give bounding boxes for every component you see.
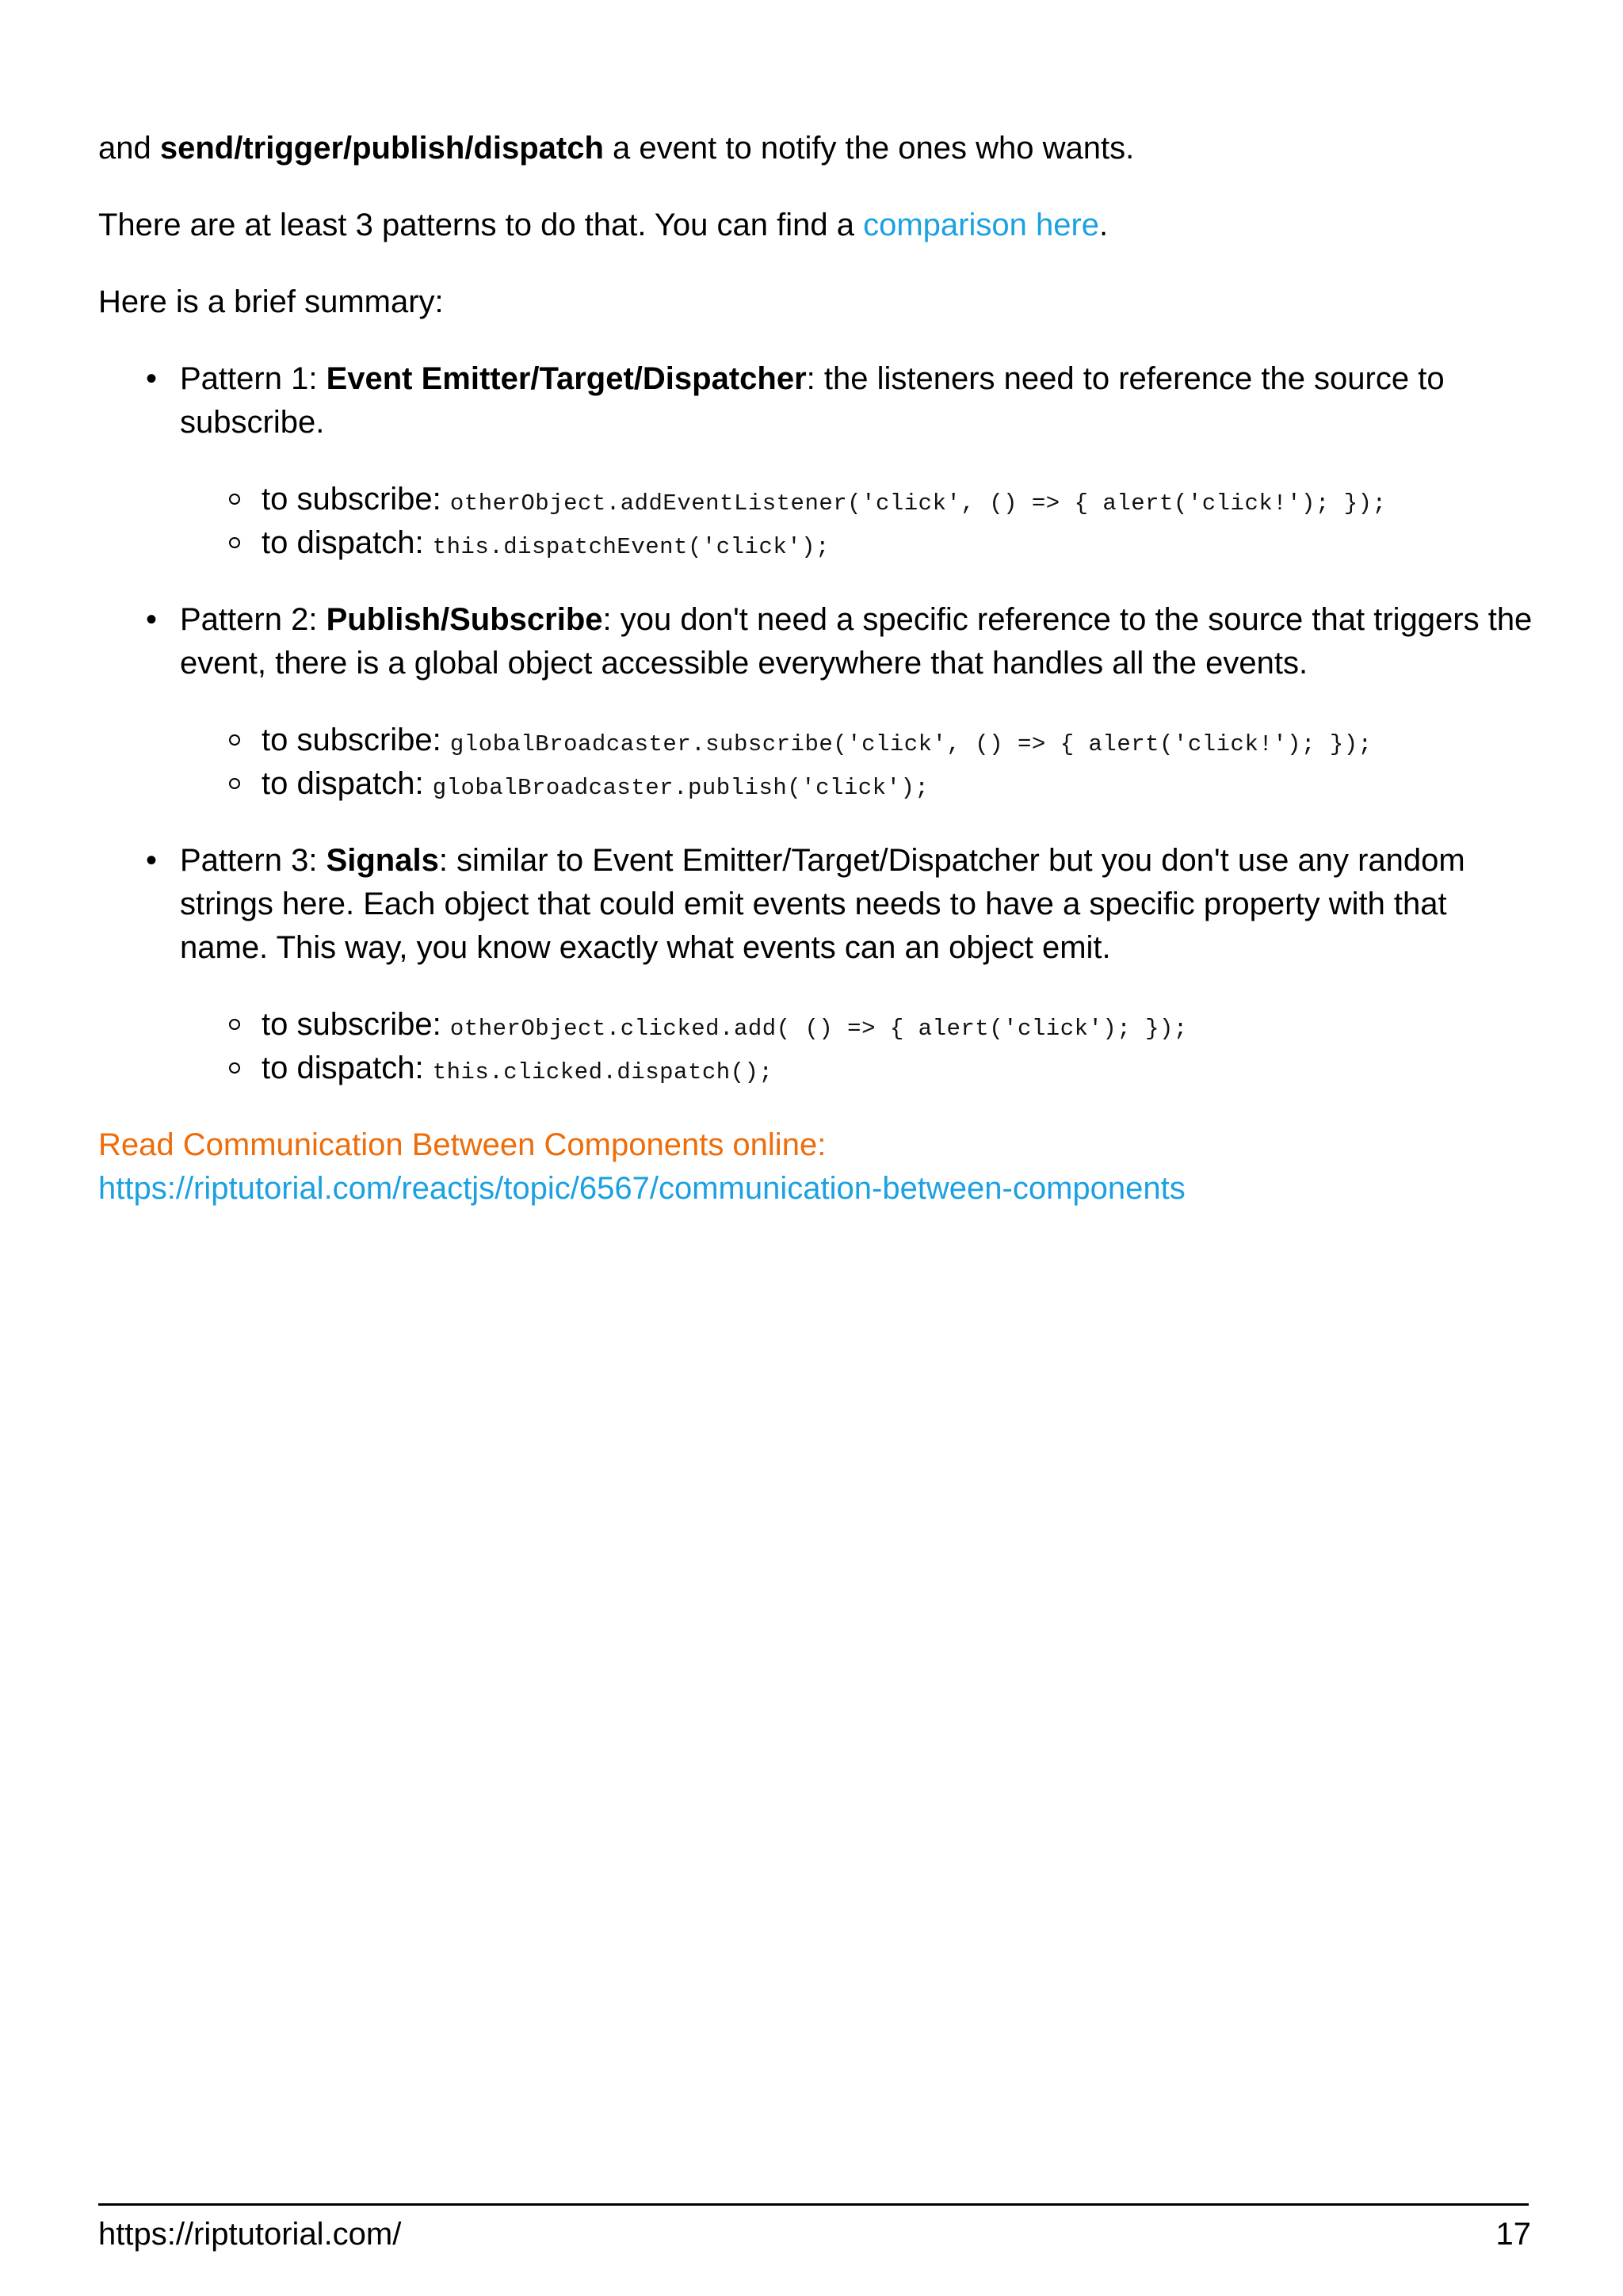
circle-bullet-icon (229, 778, 240, 789)
subscribe-code: otherObject.clicked.add( () => { alert('click'); }); (449, 1016, 1188, 1042)
pattern-description: : you don't need a specific reference to the source that triggers the event, there is a global object accessible everywhere that handles all the events. (180, 602, 1533, 681)
circle-bullet-icon (229, 537, 240, 548)
patterns-list (98, 357, 1533, 1090)
bullet-icon: • (146, 843, 158, 878)
dispatch-example (180, 521, 1533, 565)
pattern-item (98, 357, 1533, 565)
intro-paragraph-3 (98, 280, 1533, 324)
dispatch-example (180, 762, 1533, 806)
pattern-prefix: Pattern 3: (180, 843, 327, 878)
subscribe-code: otherObject.addEventListener('click', () => { alert('click!'); }); (449, 490, 1387, 517)
subscribe-label: to subscribe: (262, 1007, 450, 1042)
summary-heading: Here is a brief summary: (98, 284, 444, 319)
comparison-link[interactable]: comparison here (863, 208, 1100, 242)
pattern-item (98, 598, 1533, 806)
pattern-name: Event Emitter/Target/Dispatcher (326, 361, 807, 396)
pattern-prefix: Pattern 1: (180, 361, 327, 396)
footer-divider (98, 2203, 1529, 2206)
circle-bullet-icon (229, 1062, 240, 1074)
intro-line1-suffix: a event to notify the ones who wants. (603, 131, 1135, 166)
subscribe-example (180, 1003, 1533, 1047)
dispatch-code: this.dispatchEvent('click'); (432, 534, 830, 560)
intro-line1-prefix: and (98, 131, 160, 166)
dispatch-code: this.clicked.dispatch(); (432, 1059, 773, 1085)
pattern-name: Signals (326, 843, 439, 878)
circle-bullet-icon (229, 494, 240, 505)
intro-paragraph-2 (98, 204, 1533, 247)
pattern-prefix: Pattern 2: (180, 602, 327, 637)
read-online-block (98, 1123, 1533, 1211)
circle-bullet-icon (229, 734, 240, 746)
pattern-examples (180, 478, 1533, 565)
circle-bullet-icon (229, 1019, 240, 1030)
dispatch-label: to dispatch: (262, 525, 433, 560)
page-number: 17 (1495, 2217, 1531, 2252)
pattern-description: : the listeners need to reference the source to subscribe. (180, 361, 1445, 440)
subscribe-example (180, 719, 1533, 762)
intro-line1-bold: send/trigger/publish/dispatch (159, 131, 604, 166)
dispatch-code: globalBroadcaster.publish('click'); (432, 775, 930, 801)
pattern-description: : similar to Event Emitter/Target/Dispatcher but you don't use any random strings here. Each object that could emit events needs to have a specific property with that name. This way, you know exactly what events can an object emit. (180, 843, 1465, 965)
page-content (98, 127, 1533, 1211)
intro-line2-suffix: . (1099, 208, 1109, 242)
read-online-link[interactable]: https://riptutorial.com/reactjs/topic/6567/communication-between-components (98, 1171, 1186, 1206)
subscribe-label: to subscribe: (262, 482, 450, 517)
subscribe-label: to subscribe: (262, 723, 450, 757)
intro-line2-prefix: There are at least 3 patterns to do that. You can find a (98, 208, 864, 242)
footer-url: https://riptutorial.com/ (98, 2217, 402, 2252)
pattern-item (98, 839, 1533, 1090)
pattern-name: Publish/Subscribe (326, 602, 603, 637)
dispatch-label: to dispatch: (262, 1051, 433, 1085)
pattern-examples (180, 719, 1533, 806)
subscribe-code: globalBroadcaster.subscribe('click', () => { alert('click!'); }); (449, 731, 1373, 757)
bullet-icon: • (146, 361, 158, 396)
bullet-icon: • (146, 602, 158, 637)
subscribe-example (180, 478, 1533, 521)
read-online-label: Read Communication Between Components online: (98, 1127, 827, 1162)
dispatch-example (180, 1047, 1533, 1090)
intro-paragraph-1 (98, 127, 1533, 170)
pattern-examples (180, 1003, 1533, 1090)
dispatch-label: to dispatch: (262, 766, 433, 801)
